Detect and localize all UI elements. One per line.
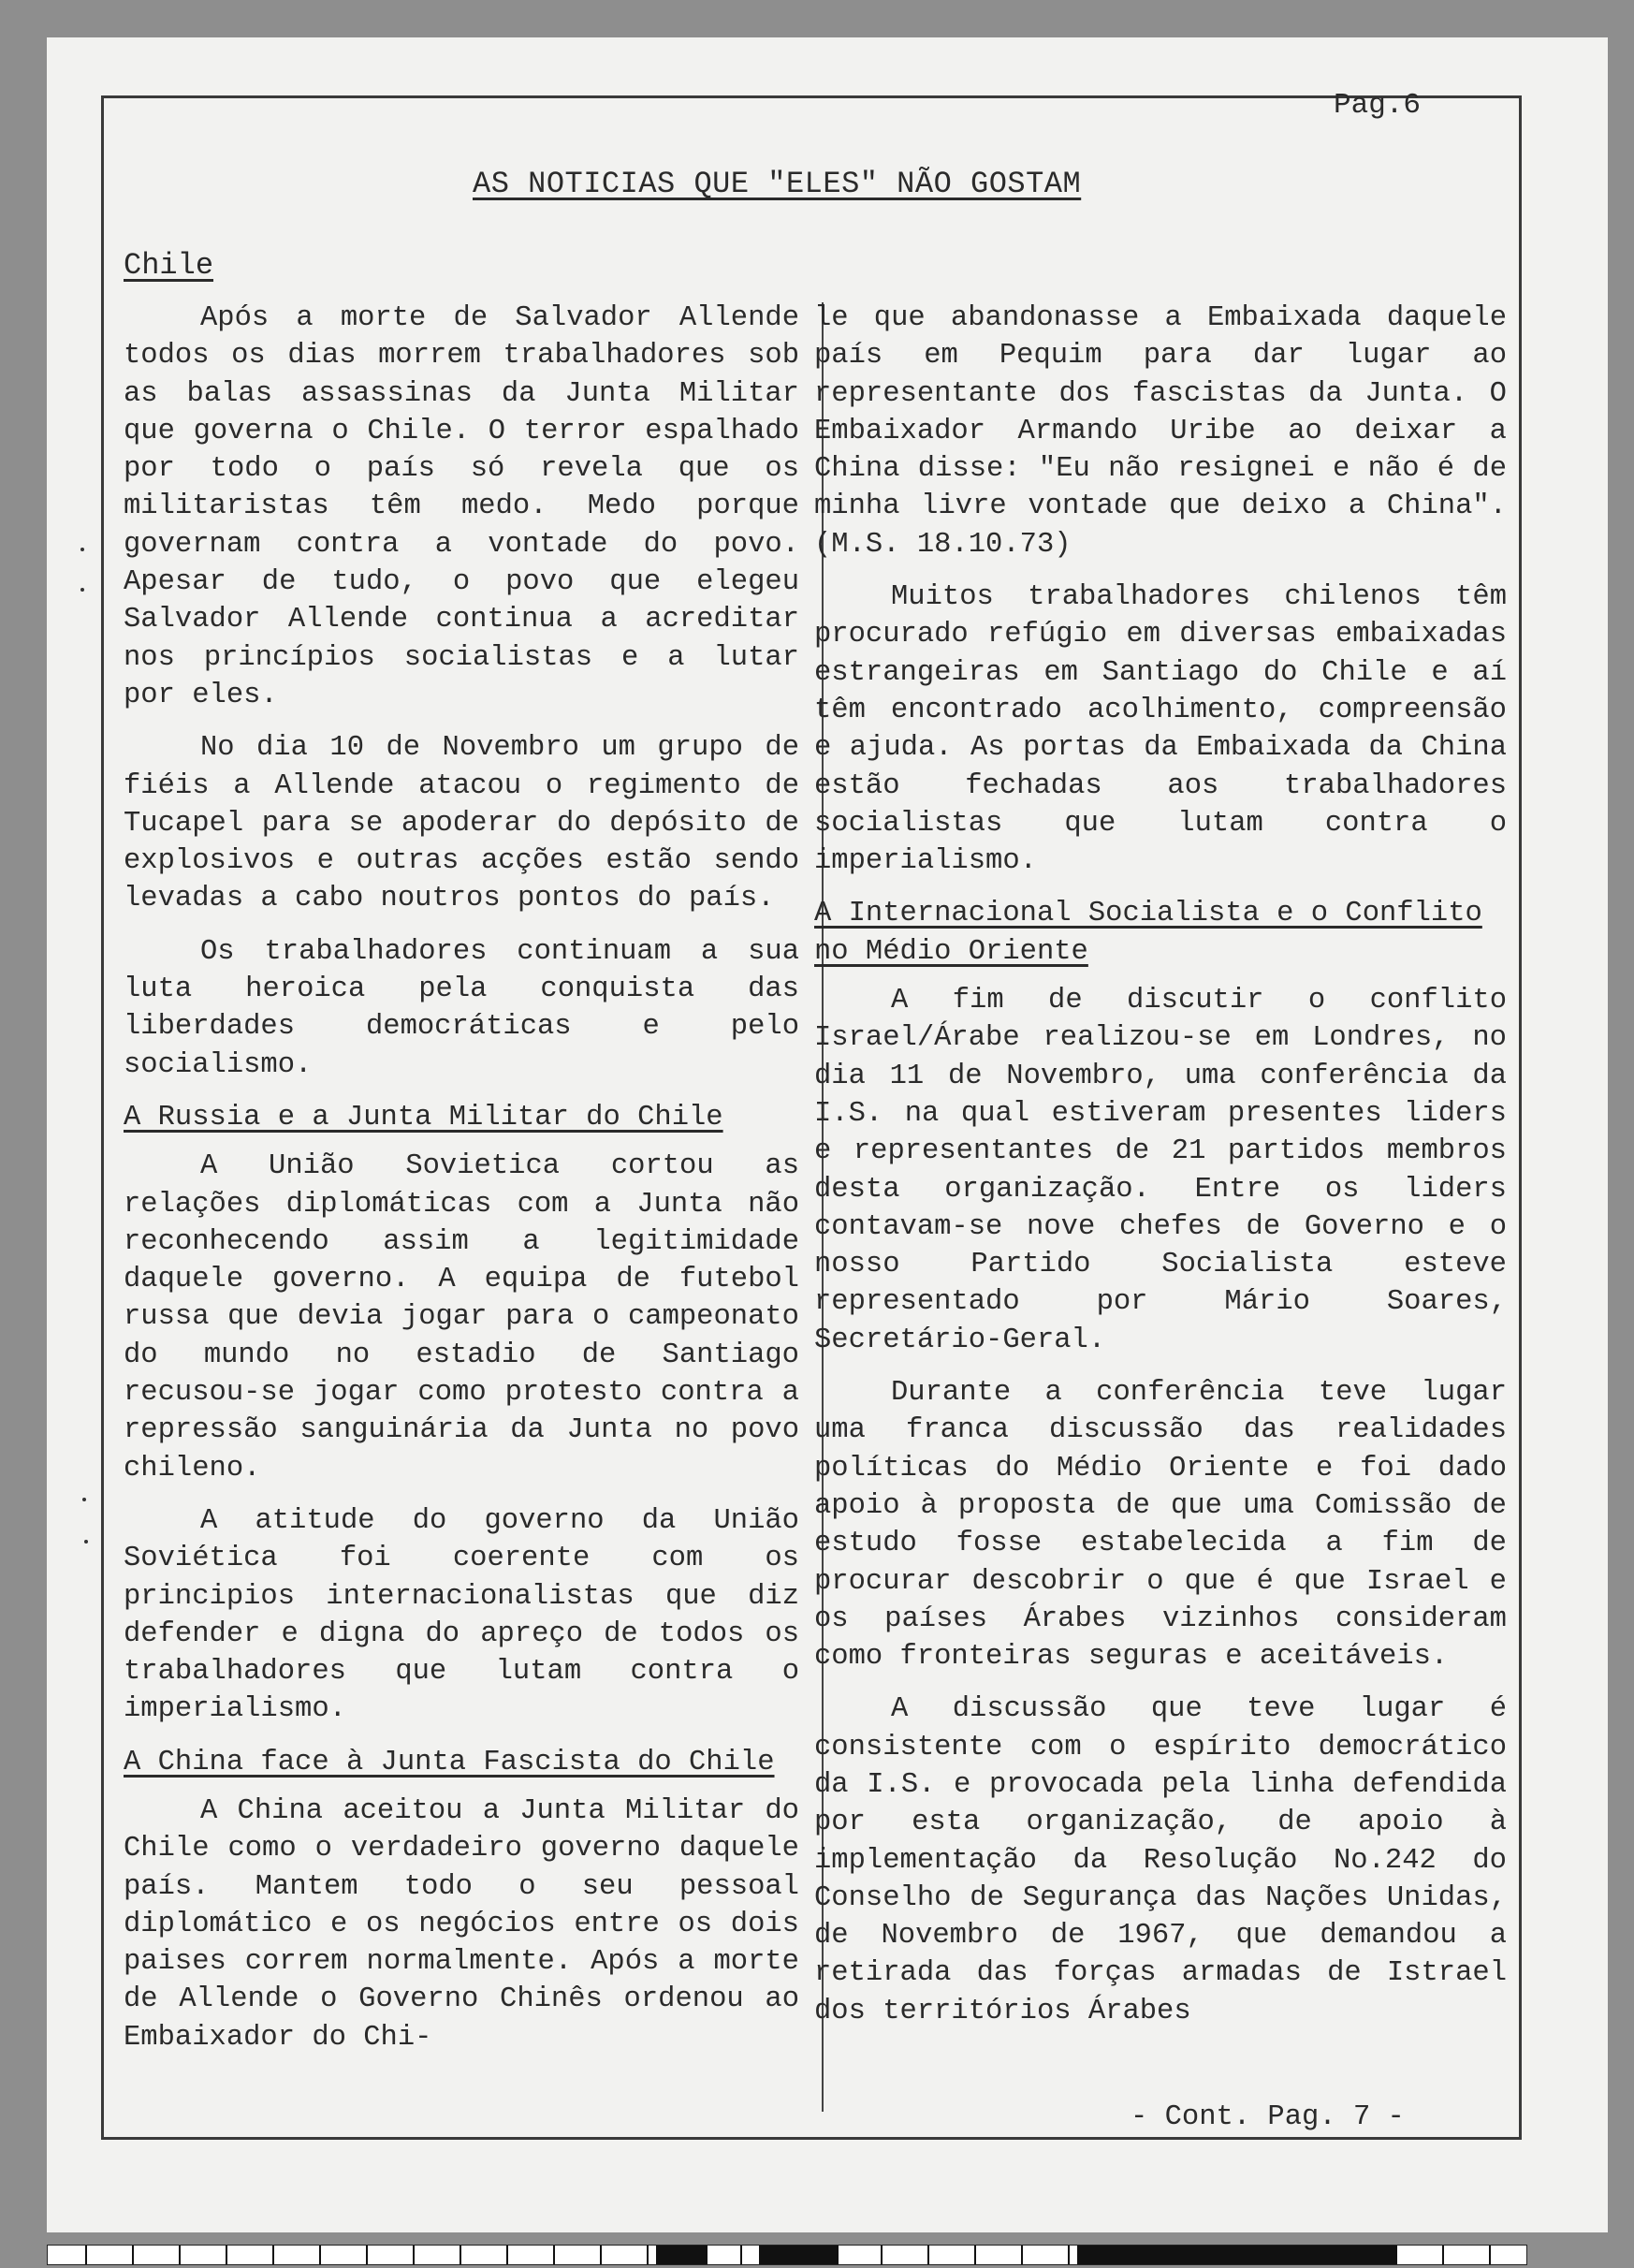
scan-calibration-ruler (47, 2245, 1527, 2265)
heading-china: A China face à Junta Fascista do Chile (124, 1746, 775, 1778)
binder-hole-mark (84, 1540, 88, 1544)
paragraph-tucapel-attack: No dia 10 de Novembro um grupo de fiéis a Allende atacou o regimento de Tucapel para se apoderar do depósito de explosivos e outras acções estão sendo levadas a cabo noutros pontos do país. (124, 732, 799, 915)
paragraph-london-conference: A fim de discutir o conflito Israel/Árabe realizou-se em Londres, no dia 11 de Novembro, uma conferência da I.S. na qual estiveram presentes liders e representantes de 21 partidos membros desta organização. Entre os liders contavam-se nove chefes de Governo e o nosso Partido Socialista esteve representado por Mário Soares, Secretário-Geral. (814, 985, 1507, 1356)
continuation-note: - Cont. Pag. 7 - (1131, 2101, 1405, 2133)
binder-hole-mark (80, 588, 84, 592)
paragraph-soviet-union: A União Sovietica cortou as relações diplomáticas com a Junta não reconhecendo assim a legitimidade daquele governo. A equipa de futebol russa que devia jogar para o campeonato do mundo no estadio de Santiago recusou-se jogar como protesto contra a repressão sanguinária da Junta no povo chileno. (124, 1150, 799, 1485)
document-sheet (47, 37, 1608, 2232)
paragraph-embassy-continued: le que abandonasse a Embaixada daquele país em Pequim para dar lugar ao representante dos fascistas da Junta. O Embaixador Armando Uribe ao deixar a China disse: "Eu não resignei e não é de minha livre vontade que deixo a China". (M.S. 18.10.73) (814, 302, 1507, 561)
left-column (124, 300, 799, 2071)
heading-internacional-socialista: A Internacional Socialista e o Conflito no Médio Oriente (814, 898, 1482, 968)
page-number: Pag.6 (1334, 89, 1422, 122)
paragraph-conference-discussion: Durante a conferência teve lugar uma franca discussão das realidades políticas do Médio Oriente e foi dado apoio à proposta de que uma Comissão de estudo fosse estabelecida a fim de procurar descobrir o que é que Israel e os países Árabes vizinhos consideram como fronteiras seguras e aceitáveis. (814, 1377, 1507, 1674)
ruler-block (1077, 2246, 1395, 2264)
ruler-block (656, 2246, 708, 2264)
heading-russia: A Russia e a Junta Militar do Chile (124, 1101, 723, 1134)
paragraph-refugees: Muitos trabalhadores chilenos têm procurado refúgio em diversas embaixadas estrangeiras em Santiago do Chile e aí têm encontrado acolhimento, compreensão e ajuda. As portas da Embaixada da China estão fechadas aos trabalhadores socialistas que lutam contra o imperialismo. (814, 581, 1507, 878)
ruler-block (759, 2246, 839, 2264)
paragraph-workers-struggle: Os trabalhadores continuam a sua luta heroica pela conquista das liberdades democráticas e pelo socialismo. (124, 935, 799, 1081)
page-title: AS NOTICIAS QUE "ELES" NÃO GOSTAM (473, 167, 1082, 201)
binder-hole-mark (80, 548, 84, 551)
right-column (814, 300, 1507, 2045)
paragraph-resolution-242: A discussão que teve lugar é consistente com o espírito democrático da I.S. e provocada pela linha defendida por esta organização, de apoio à implementação da Resolução No.242 do Conselho de Segurança das Nações Unidas, de Novembro de 1967, que demandou a retirada das forças armadas de Istrael dos territórios Árabes (814, 1693, 1507, 2027)
paragraph-china-junta: A China aceitou a Junta Militar do Chile como o verdadeiro governo daquele país. Mantem todo o seu pessoal diplomático e os negócios entre os dois paises correm normalmente. Após a morte de Allende o Governo Chinês ordenou ao Embaixador do Chi- (124, 1794, 799, 2054)
paragraph-soviet-attitude: A atitude do governo da União Soviética foi coerente com os principios internacionalistas que diz defender e digna do apreço de todos os trabalhadores que lutam contra o imperialismo. (124, 1504, 799, 1726)
paragraph-allende-death: Após a morte de Salvador Allende todos os dias morrem trabalhadores sob as balas assassinas da Junta Militar que governa o Chile. O terror espalhado por todo o país só revela que os militaristas têm medo. Medo porque governam contra a vontade do povo. Apesar de tudo, o povo que elegeu Salvador Allende continua a acreditar nos princípios socialistas e a lutar por eles. (124, 302, 799, 711)
binder-hole-mark (82, 1498, 86, 1501)
section-label-chile: Chile (124, 248, 214, 283)
